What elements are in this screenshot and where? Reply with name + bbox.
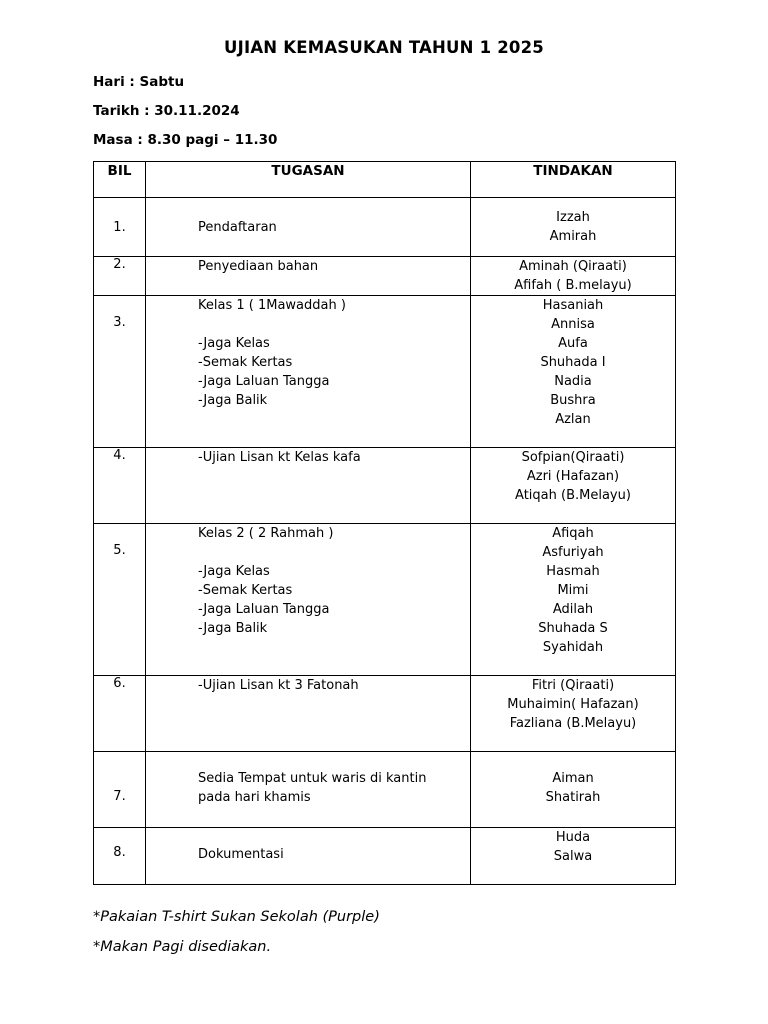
tugasan-line: -Ujian Lisan kt Kelas kafa [198,450,361,465]
tugasan-line: Dokumentasi [198,847,284,862]
note-breakfast: *Makan Pagi disediakan. [93,939,272,955]
schedule-table [93,161,676,885]
tindakan-cell [471,676,676,752]
tindakan-cell [471,448,676,524]
tugasan-line: Sedia Tempat untuk waris di kantin [198,771,427,786]
tindakan-line: Hasmah [546,564,600,579]
header-bil: BIL [94,162,146,198]
tindakan-line: Aminah (Qiraati) [519,259,627,274]
tindakan-line: Amirah [549,229,597,244]
tugasan-line: Kelas 1 ( 1Mawaddah ) [198,298,346,313]
tindakan-line: Muhaimin( Hafazan) [507,697,639,712]
table-row [94,524,676,676]
tindakan-cell [471,752,676,828]
tindakan-line: Salwa [553,849,593,864]
tindakan-line: Fazliana (B.Melayu) [509,716,637,731]
tindakan-line: Annisa [551,317,595,332]
tugasan-line: -Jaga Balik [198,393,268,408]
tugasan-line: Kelas 2 ( 2 Rahmah ) [198,526,334,541]
tugasan-cell [146,828,471,885]
tindakan-line: Azlan [555,412,591,427]
tindakan-line: Aiman [552,771,594,786]
header-tugasan: TUGASAN [146,162,471,198]
row-number: 4. [94,448,146,524]
tindakan-line: Sofpian(Qiraati) [521,450,625,465]
row-number: 1. [94,198,146,257]
tindakan-line: Shuhada S [538,621,608,636]
table-row [94,198,676,257]
table-row [94,296,676,448]
meta-masa: Masa : 8.30 pagi – 11.30 [93,132,278,148]
tindakan-cell [471,296,676,448]
tugasan-line: -Jaga Balik [198,621,268,636]
tugasan-line: Penyediaan bahan [198,259,319,274]
table-row [94,257,676,296]
tugasan-cell [146,676,471,752]
tindakan-line: Huda [555,830,591,845]
tugasan-line: -Jaga Laluan Tangga [198,374,330,389]
tugasan-line: -Jaga Laluan Tangga [198,602,330,617]
tindakan-line: Shatirah [545,790,601,805]
tindakan-line: Hasaniah [542,298,604,313]
tindakan-line: Bushra [550,393,596,408]
tugasan-line: -Semak Kertas [198,583,293,598]
row-number: 8. [94,828,146,885]
row-number: 3. [94,296,146,448]
row-number: 6. [94,676,146,752]
tindakan-line: Mimi [557,583,589,598]
tugasan-cell [146,524,471,676]
table-row [94,752,676,828]
tindakan-line: Shuhada I [540,355,606,370]
tindakan-cell [471,257,676,296]
tindakan-cell [471,524,676,676]
tindakan-line: Asfuriyah [542,545,604,560]
tindakan-line: Syahidah [542,640,604,655]
tugasan-cell [146,448,471,524]
row-number: 2. [94,257,146,296]
table-row [94,448,676,524]
tugasan-line: pada hari khamis [198,790,311,805]
table-header-row [94,162,676,198]
tindakan-line: Aufa [558,336,588,351]
tindakan-cell [471,828,676,885]
tindakan-line: Afifah ( B.melayu) [514,278,632,293]
tindakan-line: Afiqah [552,526,594,541]
tindakan-cell [471,198,676,257]
tugasan-line: -Ujian Lisan kt 3 Fatonah [198,678,359,693]
tindakan-line: Atiqah (B.Melayu) [515,488,631,503]
tindakan-line: Azri (Hafazan) [526,469,620,484]
table-row [94,676,676,752]
tindakan-line: Adilah [552,602,594,617]
tugasan-spacer [146,315,470,334]
tugasan-spacer [146,543,470,562]
meta-hari: Hari : Sabtu [93,74,185,90]
tugasan-line: -Jaga Kelas [198,564,270,579]
tugasan-cell [146,198,471,257]
tugasan-line: -Jaga Kelas [198,336,270,351]
note-attire: *Pakaian T-shirt Sukan Sekolah (Purple) [93,909,380,925]
row-number: 5. [94,524,146,676]
tugasan-line: -Semak Kertas [198,355,293,370]
tindakan-line: Nadia [554,374,592,389]
tugasan-cell [146,257,471,296]
document-title: UJIAN KEMASUKAN TAHUN 1 2025 [224,38,544,57]
tindakan-line: Izzah [556,210,590,225]
tugasan-line: Pendaftaran [198,219,277,235]
tindakan-line: Fitri (Qiraati) [531,678,615,693]
tugasan-cell [146,752,471,828]
header-tindakan: TINDAKAN [471,162,676,198]
table-row [94,828,676,885]
tugasan-cell [146,296,471,448]
row-number: 7. [94,752,146,828]
meta-tarikh: Tarikh : 30.11.2024 [93,103,240,119]
